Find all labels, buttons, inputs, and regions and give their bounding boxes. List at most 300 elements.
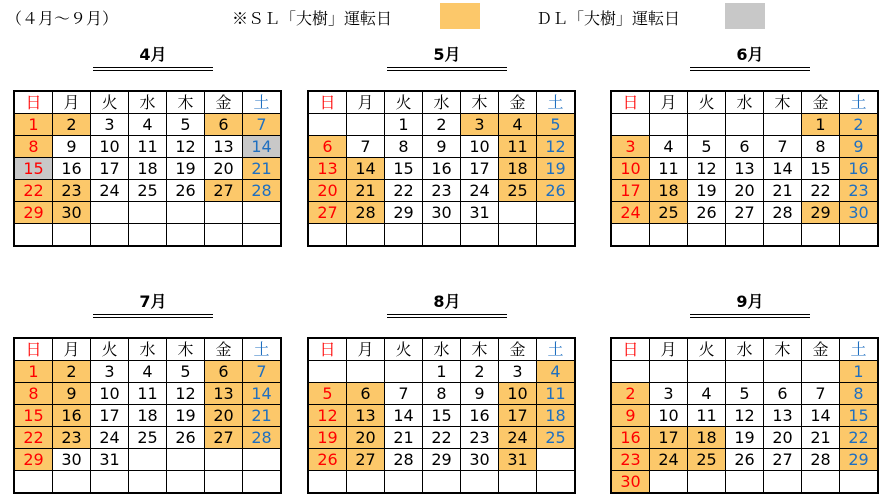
empty-cell (385, 224, 423, 247)
empty-cell (205, 224, 243, 247)
day-cell: 27 (205, 180, 243, 202)
day-cell: 23 (840, 180, 879, 202)
day-cell: 18 (537, 405, 576, 427)
day-cell: 24 (499, 427, 537, 449)
day-cell: 4 (129, 114, 167, 136)
weekday-header: 土 (840, 91, 879, 114)
empty-cell (243, 224, 282, 247)
day-cell: 5 (167, 114, 205, 136)
weekday-header: 火 (688, 338, 726, 361)
weekday-header: 日 (611, 91, 650, 114)
day-cell: 12 (537, 136, 576, 158)
day-cell: 14 (243, 136, 282, 158)
empty-cell (802, 471, 840, 494)
day-cell: 4 (537, 361, 576, 383)
day-cell: 22 (14, 427, 53, 449)
day-cell: 1 (802, 114, 840, 136)
day-cell: 6 (205, 114, 243, 136)
day-cell: 16 (53, 405, 91, 427)
weekday-header: 金 (499, 338, 537, 361)
empty-cell (688, 114, 726, 136)
weekday-header: 月 (650, 338, 688, 361)
day-cell: 26 (308, 449, 347, 471)
empty-cell (650, 224, 688, 247)
weekday-header: 日 (611, 338, 650, 361)
empty-cell (53, 471, 91, 494)
day-cell: 27 (205, 427, 243, 449)
day-cell: 1 (840, 361, 879, 383)
day-cell: 13 (205, 136, 243, 158)
day-cell: 13 (347, 405, 385, 427)
weekday-header: 火 (688, 91, 726, 114)
day-cell: 9 (53, 136, 91, 158)
empty-cell (129, 224, 167, 247)
weekday-header: 日 (308, 91, 347, 114)
sl-legend-label: ※ＳＬ「大樹」運転日 (232, 9, 393, 28)
weekday-header: 土 (840, 338, 879, 361)
empty-cell (53, 224, 91, 247)
day-cell: 10 (91, 383, 129, 405)
month-grid (13, 90, 282, 247)
day-cell: 8 (802, 136, 840, 158)
weekday-header: 金 (205, 338, 243, 361)
day-cell: 31 (91, 449, 129, 471)
month-title-underline (690, 314, 810, 315)
empty-cell (499, 202, 537, 224)
weekday-header: 月 (347, 91, 385, 114)
empty-cell (91, 471, 129, 494)
day-cell: 2 (840, 114, 879, 136)
day-cell: 2 (611, 383, 650, 405)
empty-cell (840, 471, 879, 494)
empty-cell (423, 224, 461, 247)
day-cell: 30 (53, 449, 91, 471)
month-grid (610, 337, 879, 494)
empty-cell (764, 471, 802, 494)
empty-cell (650, 114, 688, 136)
weekday-header: 水 (423, 338, 461, 361)
day-cell: 13 (726, 158, 764, 180)
month-title-underline (93, 317, 213, 318)
day-cell: 10 (611, 158, 650, 180)
empty-cell (688, 361, 726, 383)
empty-cell (205, 202, 243, 224)
day-cell: 19 (167, 405, 205, 427)
empty-cell (650, 361, 688, 383)
day-cell: 12 (167, 136, 205, 158)
day-cell: 28 (243, 180, 282, 202)
empty-cell (688, 224, 726, 247)
day-cell: 21 (802, 427, 840, 449)
empty-cell (243, 471, 282, 494)
day-cell: 13 (205, 383, 243, 405)
day-cell: 29 (423, 449, 461, 471)
weekday-header: 日 (14, 338, 53, 361)
empty-cell (611, 361, 650, 383)
day-cell: 28 (802, 449, 840, 471)
day-cell: 27 (764, 449, 802, 471)
day-cell: 30 (840, 202, 879, 224)
weekday-header: 月 (53, 338, 91, 361)
day-cell: 23 (461, 427, 499, 449)
day-cell: 4 (688, 383, 726, 405)
day-cell: 20 (726, 180, 764, 202)
empty-cell (802, 224, 840, 247)
day-cell: 29 (14, 202, 53, 224)
empty-cell (840, 224, 879, 247)
day-cell: 8 (423, 383, 461, 405)
day-cell: 18 (650, 180, 688, 202)
day-cell: 4 (650, 136, 688, 158)
day-cell: 18 (688, 427, 726, 449)
day-cell: 24 (91, 180, 129, 202)
weekday-header: 木 (461, 91, 499, 114)
day-cell: 1 (14, 114, 53, 136)
day-cell: 8 (840, 383, 879, 405)
day-cell: 20 (347, 427, 385, 449)
month-title: 4月 (139, 45, 167, 64)
day-cell: 22 (385, 180, 423, 202)
empty-cell (205, 449, 243, 471)
day-cell: 21 (347, 180, 385, 202)
day-cell: 17 (611, 180, 650, 202)
empty-cell (308, 361, 347, 383)
day-cell: 8 (14, 136, 53, 158)
weekday-header: 土 (243, 338, 282, 361)
day-cell: 12 (726, 405, 764, 427)
month-title-underline (387, 317, 507, 318)
day-cell: 30 (611, 471, 650, 494)
day-cell: 13 (764, 405, 802, 427)
empty-cell (764, 224, 802, 247)
day-cell: 19 (688, 180, 726, 202)
day-cell: 15 (385, 158, 423, 180)
empty-cell (385, 361, 423, 383)
day-cell: 18 (129, 158, 167, 180)
day-cell: 24 (461, 180, 499, 202)
day-cell: 17 (499, 405, 537, 427)
day-cell: 7 (385, 383, 423, 405)
empty-cell (499, 224, 537, 247)
day-cell: 15 (14, 405, 53, 427)
day-cell: 11 (499, 136, 537, 158)
day-cell: 9 (53, 383, 91, 405)
month-title: 9月 (736, 292, 764, 311)
empty-cell (129, 202, 167, 224)
day-cell: 10 (650, 405, 688, 427)
day-cell: 19 (167, 158, 205, 180)
day-cell: 23 (423, 180, 461, 202)
weekday-header: 月 (53, 91, 91, 114)
empty-cell (347, 114, 385, 136)
day-cell: 3 (499, 361, 537, 383)
day-cell: 25 (688, 449, 726, 471)
day-cell: 26 (726, 449, 764, 471)
weekday-header: 木 (167, 91, 205, 114)
empty-cell (537, 471, 576, 494)
day-cell: 26 (167, 180, 205, 202)
empty-cell (243, 449, 282, 471)
day-cell: 26 (167, 427, 205, 449)
day-cell: 29 (840, 449, 879, 471)
day-cell: 19 (308, 427, 347, 449)
weekday-header: 木 (461, 338, 499, 361)
day-cell: 5 (308, 383, 347, 405)
day-cell: 15 (423, 405, 461, 427)
day-cell: 2 (53, 361, 91, 383)
day-cell: 11 (650, 158, 688, 180)
empty-cell (499, 471, 537, 494)
month-title-underline (690, 70, 810, 71)
weekday-header: 土 (537, 91, 576, 114)
day-cell: 20 (308, 180, 347, 202)
day-cell: 2 (461, 361, 499, 383)
day-cell: 22 (840, 427, 879, 449)
day-cell: 28 (243, 427, 282, 449)
day-cell: 18 (129, 405, 167, 427)
day-cell: 1 (385, 114, 423, 136)
weekday-header: 土 (537, 338, 576, 361)
day-cell: 10 (499, 383, 537, 405)
weekday-header: 火 (91, 338, 129, 361)
empty-cell (129, 449, 167, 471)
day-cell: 30 (423, 202, 461, 224)
weekday-header: 水 (423, 91, 461, 114)
weekday-header: 水 (726, 338, 764, 361)
day-cell: 6 (726, 136, 764, 158)
weekday-header: 金 (205, 91, 243, 114)
day-cell: 12 (308, 405, 347, 427)
empty-cell (611, 114, 650, 136)
day-cell: 20 (764, 427, 802, 449)
empty-cell (537, 202, 576, 224)
empty-cell (461, 224, 499, 247)
empty-cell (461, 471, 499, 494)
empty-cell (205, 471, 243, 494)
day-cell: 25 (537, 427, 576, 449)
empty-cell (764, 361, 802, 383)
month-title: 8月 (433, 292, 461, 311)
day-cell: 17 (91, 158, 129, 180)
empty-cell (347, 361, 385, 383)
day-cell: 13 (308, 158, 347, 180)
day-cell: 25 (499, 180, 537, 202)
month-title-underline (690, 67, 810, 68)
day-cell: 19 (537, 158, 576, 180)
weekday-header: 月 (650, 91, 688, 114)
day-cell: 30 (461, 449, 499, 471)
day-cell: 16 (611, 427, 650, 449)
month-title-underline (387, 70, 507, 71)
empty-cell (611, 224, 650, 247)
month-title: 5月 (433, 45, 461, 64)
day-cell: 3 (650, 383, 688, 405)
empty-cell (308, 114, 347, 136)
day-cell: 25 (129, 180, 167, 202)
empty-cell (243, 202, 282, 224)
cropped-footer-text (0, 492, 400, 504)
weekday-header: 日 (308, 338, 347, 361)
day-cell: 27 (726, 202, 764, 224)
day-cell: 21 (764, 180, 802, 202)
empty-cell (423, 471, 461, 494)
day-cell: 28 (385, 449, 423, 471)
day-cell: 7 (243, 361, 282, 383)
day-cell: 22 (423, 427, 461, 449)
empty-cell (167, 224, 205, 247)
weekday-header: 木 (764, 338, 802, 361)
day-cell: 14 (802, 405, 840, 427)
day-cell: 6 (347, 383, 385, 405)
empty-cell (537, 449, 576, 471)
weekday-header: 月 (347, 338, 385, 361)
dl-legend-label: ＤＬ「大樹」運転日 (536, 9, 681, 28)
day-cell: 10 (91, 136, 129, 158)
day-cell: 3 (91, 361, 129, 383)
weekday-header: 土 (243, 91, 282, 114)
empty-cell (688, 471, 726, 494)
day-cell: 6 (205, 361, 243, 383)
day-cell: 15 (802, 158, 840, 180)
weekday-header: 金 (802, 91, 840, 114)
day-cell: 19 (726, 427, 764, 449)
day-cell: 14 (385, 405, 423, 427)
day-cell: 16 (461, 405, 499, 427)
day-cell: 11 (129, 136, 167, 158)
month-title: 6月 (736, 45, 764, 64)
day-cell: 18 (499, 158, 537, 180)
day-cell: 12 (688, 158, 726, 180)
day-cell: 25 (650, 202, 688, 224)
empty-cell (14, 224, 53, 247)
weekday-header: 金 (802, 338, 840, 361)
month-title-underline (387, 314, 507, 315)
day-cell: 23 (53, 427, 91, 449)
day-cell: 12 (167, 383, 205, 405)
day-cell: 9 (611, 405, 650, 427)
day-cell: 16 (53, 158, 91, 180)
weekday-header: 木 (764, 91, 802, 114)
empty-cell (537, 224, 576, 247)
weekday-header: 水 (726, 91, 764, 114)
day-cell: 31 (461, 202, 499, 224)
day-cell: 31 (499, 449, 537, 471)
period-label: （４月～９月） (6, 9, 119, 28)
day-cell: 11 (537, 383, 576, 405)
day-cell: 15 (14, 158, 53, 180)
month-title-underline (93, 314, 213, 315)
month-grid (610, 90, 879, 247)
day-cell: 27 (308, 202, 347, 224)
day-cell: 6 (764, 383, 802, 405)
day-cell: 17 (461, 158, 499, 180)
day-cell: 23 (53, 180, 91, 202)
day-cell: 26 (537, 180, 576, 202)
empty-cell (167, 202, 205, 224)
day-cell: 3 (461, 114, 499, 136)
day-cell: 14 (764, 158, 802, 180)
weekday-header: 金 (499, 91, 537, 114)
sl-color-swatch (440, 3, 480, 29)
day-cell: 7 (764, 136, 802, 158)
day-cell: 1 (14, 361, 53, 383)
day-cell: 5 (726, 383, 764, 405)
month-title-underline (93, 67, 213, 68)
month-grid (13, 337, 282, 494)
day-cell: 25 (129, 427, 167, 449)
day-cell: 4 (129, 361, 167, 383)
day-cell: 16 (423, 158, 461, 180)
month-title: 7月 (139, 292, 167, 311)
day-cell: 29 (802, 202, 840, 224)
day-cell: 7 (802, 383, 840, 405)
empty-cell (726, 471, 764, 494)
empty-cell (650, 471, 688, 494)
day-cell: 5 (167, 361, 205, 383)
day-cell: 9 (840, 136, 879, 158)
empty-cell (347, 224, 385, 247)
day-cell: 21 (385, 427, 423, 449)
day-cell: 16 (840, 158, 879, 180)
day-cell: 2 (53, 114, 91, 136)
day-cell: 6 (308, 136, 347, 158)
day-cell: 30 (53, 202, 91, 224)
day-cell: 21 (243, 405, 282, 427)
weekday-header: 火 (385, 91, 423, 114)
day-cell: 7 (347, 136, 385, 158)
empty-cell (308, 224, 347, 247)
day-cell: 24 (91, 427, 129, 449)
day-cell: 1 (423, 361, 461, 383)
day-cell: 3 (91, 114, 129, 136)
day-cell: 22 (14, 180, 53, 202)
day-cell: 24 (611, 202, 650, 224)
day-cell: 14 (347, 158, 385, 180)
weekday-header: 日 (14, 91, 53, 114)
day-cell: 20 (205, 158, 243, 180)
empty-cell (802, 361, 840, 383)
day-cell: 5 (688, 136, 726, 158)
weekday-header: 火 (385, 338, 423, 361)
day-cell: 29 (385, 202, 423, 224)
day-cell: 15 (840, 405, 879, 427)
empty-cell (726, 361, 764, 383)
day-cell: 22 (802, 180, 840, 202)
day-cell: 8 (385, 136, 423, 158)
month-title-underline (93, 70, 213, 71)
empty-cell (129, 471, 167, 494)
weekday-header: 水 (129, 91, 167, 114)
weekday-header: 火 (91, 91, 129, 114)
day-cell: 11 (129, 383, 167, 405)
empty-cell (91, 202, 129, 224)
empty-cell (347, 471, 385, 494)
empty-cell (308, 471, 347, 494)
empty-cell (764, 114, 802, 136)
empty-cell (167, 449, 205, 471)
empty-cell (14, 471, 53, 494)
empty-cell (726, 114, 764, 136)
weekday-header: 木 (167, 338, 205, 361)
day-cell: 29 (14, 449, 53, 471)
day-cell: 7 (243, 114, 282, 136)
day-cell: 21 (243, 158, 282, 180)
month-title-underline (387, 67, 507, 68)
day-cell: 27 (347, 449, 385, 471)
day-cell: 4 (499, 114, 537, 136)
day-cell: 9 (423, 136, 461, 158)
day-cell: 8 (14, 383, 53, 405)
